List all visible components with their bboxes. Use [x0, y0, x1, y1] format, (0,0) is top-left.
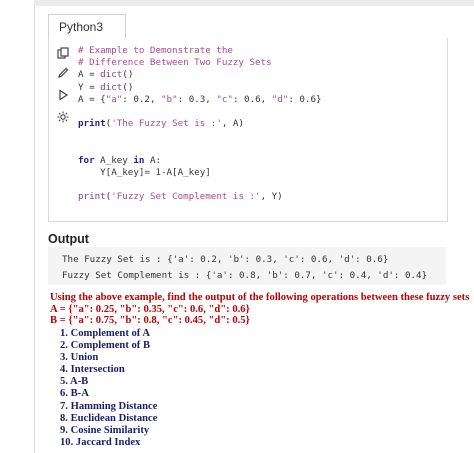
code-line: print('Fuzzy Set Complement is :', Y)	[78, 191, 283, 203]
list-item: 10. Jaccard Index	[60, 436, 141, 448]
settings-icon[interactable]	[56, 110, 70, 124]
code-line: Y[A_key]= 1-A[A_key]	[78, 166, 211, 178]
copy-icon[interactable]	[56, 46, 70, 60]
code-line	[78, 130, 438, 142]
list-item: 2. Complement of B	[60, 340, 151, 352]
code-line: # Difference Between Two Fuzzy Sets	[78, 57, 272, 69]
output-line: The Fuzzy Set is : {'a': 0.2, 'b': 0.3, 'c': 0.6, 'd': 0.6}	[62, 254, 389, 265]
list-item: 7. Hamming Distance	[60, 400, 158, 412]
output-line: Fuzzy Set Complement is : {'a': 0.8, 'b': 0.7, 'c': 0.4, 'd': 0.4}	[62, 270, 428, 281]
code-line: # Example to Demonstrate the	[78, 45, 233, 56]
list-item: 5. A-B	[60, 376, 89, 388]
output-heading: Output	[48, 232, 89, 246]
tab-python3[interactable]: Python3	[48, 14, 126, 38]
code-line: print('The Fuzzy Set is :', A)	[78, 118, 244, 130]
list-item: 6. B-A	[60, 388, 89, 400]
card-top-border	[34, 0, 474, 6]
operations-list	[60, 328, 157, 449]
code-line: Y = dict()	[78, 81, 134, 93]
code-line	[78, 179, 438, 191]
code-block[interactable]	[78, 45, 438, 203]
run-icon[interactable]	[56, 88, 70, 102]
question-line: A = {"a": 0.25, "b": 0.35, "c": 0.6, "d": 0.6}	[50, 303, 250, 315]
list-item: 1. Complement of A	[60, 328, 151, 339]
question-text	[50, 292, 470, 327]
question-line: B = {"a": 0.75, "b": 0.8, "c": 0.45, "d": 0.5}	[50, 315, 250, 327]
question-line: Using the above example, find the output of the following operations between these fuzzy sets	[50, 292, 470, 303]
code-line: A = {"a": 0.2, "b": 0.3, "c": 0.6, "d": 0.6}	[78, 93, 322, 105]
edit-icon[interactable]	[56, 66, 70, 80]
code-line: A = dict()	[78, 69, 134, 81]
code-line	[78, 143, 438, 155]
code-line	[78, 106, 438, 118]
list-item: 8. Euclidean Distance	[60, 412, 158, 424]
code-line: for A_key in A:	[78, 154, 162, 166]
list-item: 4. Intersection	[60, 364, 125, 376]
list-item: 9. Cosine Similarity	[60, 424, 150, 436]
list-item: 3. Union	[60, 352, 99, 364]
